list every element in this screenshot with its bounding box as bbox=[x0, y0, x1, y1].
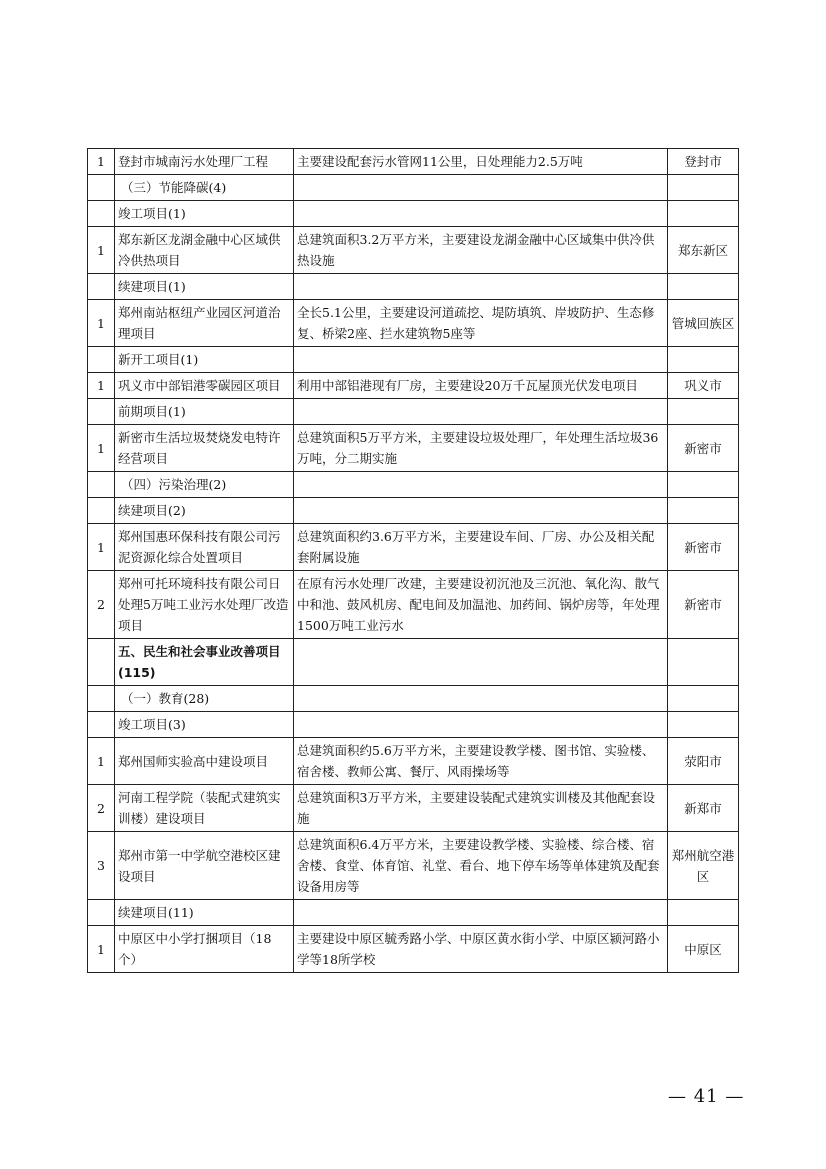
row-sequence-number: 1 bbox=[88, 926, 115, 973]
empty-cell bbox=[88, 201, 115, 227]
project-name: 河南工程学院（装配式建筑实训楼）建设项目 bbox=[115, 785, 294, 832]
project-location: 管城回族区 bbox=[668, 300, 739, 347]
empty-cell bbox=[668, 498, 739, 524]
subsection-heading-row bbox=[88, 900, 739, 926]
heading-label: 新开工项目(1) bbox=[115, 347, 294, 373]
project-description: 总建筑面积5万平方米，主要建设垃圾处理厂，年处理生活垃圾36万吨，分二期实施 bbox=[294, 425, 668, 472]
empty-cell bbox=[88, 712, 115, 738]
subsection-heading-row bbox=[88, 498, 739, 524]
empty-cell bbox=[294, 712, 668, 738]
project-name: 郑东新区龙湖金融中心区域供冷供热项目 bbox=[115, 227, 294, 274]
table-row bbox=[88, 738, 739, 785]
empty-cell bbox=[668, 175, 739, 201]
empty-cell bbox=[294, 201, 668, 227]
project-description: 全长5.1公里，主要建设河道疏挖、堤防填筑、岸坡防护、生态修复、桥梁2座、拦水建筑物5座等 bbox=[294, 300, 668, 347]
project-location: 中原区 bbox=[668, 926, 739, 973]
heading-label: （三）节能降碳(4) bbox=[115, 175, 294, 201]
heading-label: 续建项目(2) bbox=[115, 498, 294, 524]
row-sequence-number: 1 bbox=[88, 227, 115, 274]
row-sequence-number: 1 bbox=[88, 425, 115, 472]
project-name: 中原区中小学打捆项目（18个） bbox=[115, 926, 294, 973]
empty-cell bbox=[88, 175, 115, 201]
project-description: 总建筑面积3.2万平方米，主要建设龙湖金融中心区域集中供冷供热设施 bbox=[294, 227, 668, 274]
project-table bbox=[87, 148, 739, 973]
table-body bbox=[88, 149, 739, 973]
project-location: 新密市 bbox=[668, 571, 739, 639]
empty-cell bbox=[668, 347, 739, 373]
empty-cell bbox=[294, 399, 668, 425]
project-location: 登封市 bbox=[668, 149, 739, 175]
project-location: 荥阳市 bbox=[668, 738, 739, 785]
empty-cell bbox=[668, 686, 739, 712]
section-heading-row bbox=[88, 686, 739, 712]
project-name: 登封市城南污水处理厂工程 bbox=[115, 149, 294, 175]
empty-cell bbox=[668, 399, 739, 425]
table-row bbox=[88, 785, 739, 832]
project-name: 郑州国师实验高中建设项目 bbox=[115, 738, 294, 785]
empty-cell bbox=[668, 712, 739, 738]
project-description: 主要建设中原区毓秀路小学、中原区黄水街小学、中原区颍河路小学等18所学校 bbox=[294, 926, 668, 973]
row-sequence-number: 1 bbox=[88, 149, 115, 175]
project-description: 主要建设配套污水管网11公里，日处理能力2.5万吨 bbox=[294, 149, 668, 175]
empty-cell bbox=[294, 274, 668, 300]
project-location: 巩义市 bbox=[668, 373, 739, 399]
project-name: 郑州南站枢纽产业园区河道治理项目 bbox=[115, 300, 294, 347]
section-heading-row bbox=[88, 472, 739, 498]
row-sequence-number: 2 bbox=[88, 571, 115, 639]
project-name: 郑州市第一中学航空港校区建设项目 bbox=[115, 832, 294, 900]
table-row bbox=[88, 571, 739, 639]
project-description: 在原有污水处理厂改建，主要建设初沉池及三沉池、氧化沟、散气中和池、鼓风机房、配电间及加温池、加药间、锅炉房等，年处理1500万吨工业污水 bbox=[294, 571, 668, 639]
subsection-heading-row bbox=[88, 399, 739, 425]
empty-cell bbox=[294, 498, 668, 524]
section-heading-row bbox=[88, 175, 739, 201]
table-row bbox=[88, 425, 739, 472]
project-description: 总建筑面积3万平方米，主要建设装配式建筑实训楼及其他配套设施 bbox=[294, 785, 668, 832]
table-row bbox=[88, 227, 739, 274]
empty-cell bbox=[294, 900, 668, 926]
empty-cell bbox=[294, 175, 668, 201]
empty-cell bbox=[294, 639, 668, 686]
row-sequence-number: 1 bbox=[88, 738, 115, 785]
empty-cell bbox=[88, 399, 115, 425]
heading-label: 续建项目(1) bbox=[115, 274, 294, 300]
project-name: 郑州国惠环保科技有限公司污泥资源化综合处置项目 bbox=[115, 524, 294, 571]
empty-cell bbox=[668, 639, 739, 686]
empty-cell bbox=[294, 686, 668, 712]
project-description: 总建筑面积约5.6万平方米，主要建设教学楼、图书馆、实验楼、宿舍楼、教师公寓、餐厅、风雨操场等 bbox=[294, 738, 668, 785]
project-location: 郑东新区 bbox=[668, 227, 739, 274]
empty-cell bbox=[88, 347, 115, 373]
empty-cell bbox=[668, 472, 739, 498]
project-description: 利用中部铝港现有厂房，主要建设20万千瓦屋顶光伏发电项目 bbox=[294, 373, 668, 399]
heading-label: 前期项目(1) bbox=[115, 399, 294, 425]
page-number: — 41 — bbox=[668, 1086, 745, 1107]
project-description: 总建筑面积约3.6万平方米，主要建设车间、厂房、办公及相关配套附属设施 bbox=[294, 524, 668, 571]
row-sequence-number: 1 bbox=[88, 524, 115, 571]
heading-label: 续建项目(11) bbox=[115, 900, 294, 926]
project-name: 巩义市中部铝港零碳园区项目 bbox=[115, 373, 294, 399]
table-row bbox=[88, 926, 739, 973]
table-row bbox=[88, 524, 739, 571]
heading-label: （一）教育(28) bbox=[115, 686, 294, 712]
empty-cell bbox=[88, 472, 115, 498]
row-sequence-number: 1 bbox=[88, 373, 115, 399]
empty-cell bbox=[88, 639, 115, 686]
table-row bbox=[88, 149, 739, 175]
empty-cell bbox=[668, 900, 739, 926]
heading-label: 五、民生和社会事业改善项目(115) bbox=[115, 639, 294, 686]
empty-cell bbox=[88, 900, 115, 926]
empty-cell bbox=[668, 201, 739, 227]
table-row bbox=[88, 300, 739, 347]
row-sequence-number: 2 bbox=[88, 785, 115, 832]
project-location: 新密市 bbox=[668, 524, 739, 571]
heading-label: 竣工项目(1) bbox=[115, 201, 294, 227]
project-name: 新密市生活垃圾焚烧发电特许经营项目 bbox=[115, 425, 294, 472]
subsection-heading-row bbox=[88, 274, 739, 300]
project-location: 新密市 bbox=[668, 425, 739, 472]
empty-cell bbox=[88, 686, 115, 712]
table-row bbox=[88, 832, 739, 900]
empty-cell bbox=[88, 274, 115, 300]
category-heading-row bbox=[88, 639, 739, 686]
heading-label: （四）污染治理(2) bbox=[115, 472, 294, 498]
project-location: 新郑市 bbox=[668, 785, 739, 832]
heading-label: 竣工项目(3) bbox=[115, 712, 294, 738]
project-description: 总建筑面积6.4万平方米，主要建设教学楼、实验楼、综合楼、宿舍楼、食堂、体育馆、礼堂、看台、地下停车场等单体建筑及配套设备用房等 bbox=[294, 832, 668, 900]
subsection-heading-row bbox=[88, 712, 739, 738]
subsection-heading-row bbox=[88, 201, 739, 227]
project-name: 郑州可托环境科技有限公司日处理5万吨工业污水处理厂改造项目 bbox=[115, 571, 294, 639]
project-location: 郑州航空港区 bbox=[668, 832, 739, 900]
row-sequence-number: 3 bbox=[88, 832, 115, 900]
empty-cell bbox=[88, 498, 115, 524]
row-sequence-number: 1 bbox=[88, 300, 115, 347]
table-row bbox=[88, 373, 739, 399]
empty-cell bbox=[294, 347, 668, 373]
empty-cell bbox=[294, 472, 668, 498]
empty-cell bbox=[668, 274, 739, 300]
subsection-heading-row bbox=[88, 347, 739, 373]
